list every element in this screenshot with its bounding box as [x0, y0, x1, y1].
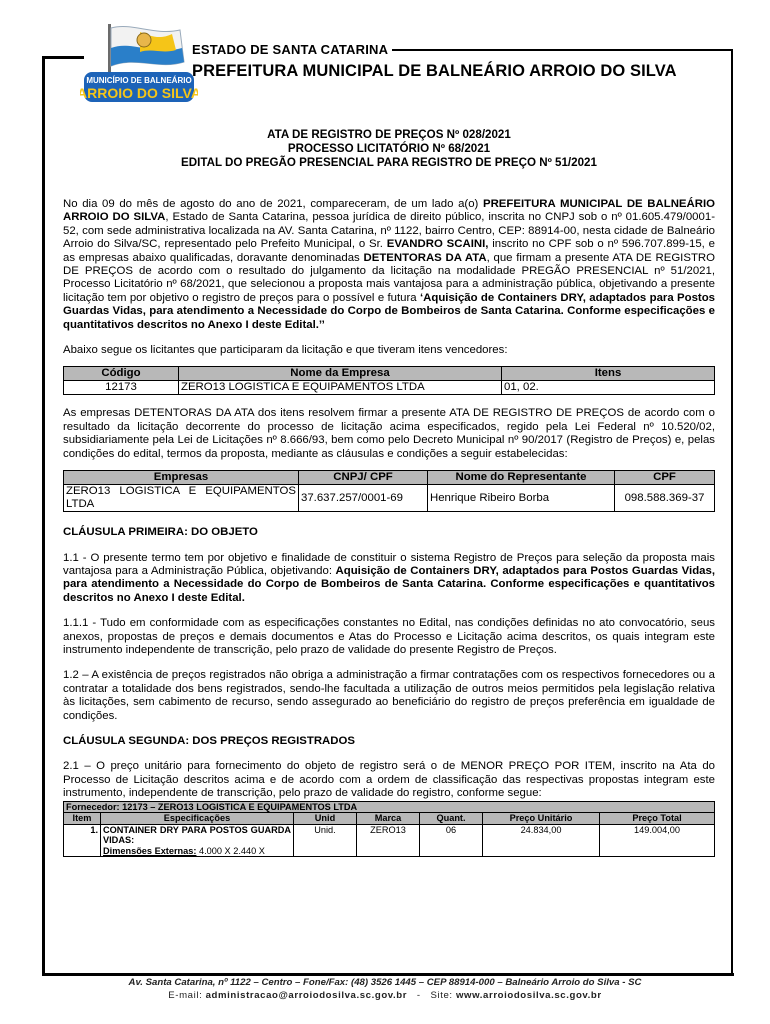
logo-text-bottom: ARROIO DO SILVA — [80, 85, 198, 101]
winners-table — [63, 366, 715, 395]
municipality-logo — [80, 22, 198, 106]
title-edital: EDITAL DO PREGÃO PRESENCIAL PARA REGISTRO DE PREÇO Nº 51/2021 — [181, 156, 597, 169]
footer-site[interactable]: www.arroiodosilva.sc.gov.br — [455, 990, 602, 1001]
footer-contact: E-mail: administracao@arroiodosilva.sc.gov.br - Site: www.arroiodosilva.sc.gov.br — [168, 990, 602, 1001]
clause-2-1: 2.1 – O preço unitário para fornecimento do objeto de registro será o de MENOR PREÇO POR ITEM, inscrito na Ata do Processo de Licitação descritos acima e de acordo com a ordem de classificação das respectivas propostas integram este instrumento, independente de transcrição, pelo prazo de validade do registro, conforme segue: — [63, 760, 715, 800]
document-body — [63, 128, 715, 857]
col-cpf: CPF — [615, 471, 715, 485]
frame-bottom-line — [42, 973, 734, 976]
intro-paragraph: No dia 09 do mês de agosto do ano de 2021, compareceram, de um lado a(o) PREFEITURA MUNICIPAL DE BALNEÁRIO ARROIO DO SILVA, Estado de Santa Catarina, pessoa jurídica de direito público, inscrita no CNPJ sob o nº 01.605.479/0001-52, com sede administrativa localizada na AV. Santa Catarina, nº 1122, bairro Centro, CEP: 88914-00, nesta cidade de Balneário Arroio do Silva/SC, representado pelo Prefeito Municipal, o Sr. EVANDRO SCAINI, inscrito no CPF sob o nº 596.707.899-15, e as empresas abaixo qualificadas, doravante denominadas DETENTORAS DA ATA, que firmam a presente ATA DE REGISTRO DE PREÇOS de acordo com o resultado do julgamento da licitação na modalidade PREGÃO PRESENCIAL nº 51/2021, Processo Licitatório nº 68/2021, que selecionou a proposta mais vantajosa para a administração pública, objetivando a presente licitação tem por objetivo o registro de preços para o possível e futura ‘Aquisição de Containers DRY, adaptados para Postos Guardas Vidas, para atendimento a Necessidade do Corpo de Bombeiros de Santa Catarina. Conforme especificações e quantitativos descritos no Anexo I deste Edital.’’ — [63, 198, 716, 331]
state-name: ESTADO DE SANTA CATARINA — [192, 42, 389, 57]
title-processo: PROCESSO LICITATÓRIO Nº 68/2021 — [287, 142, 491, 155]
col-itens: Itens — [502, 367, 715, 381]
col-unid: Unid — [294, 813, 357, 825]
col-preco-total: Preço Total — [600, 813, 715, 825]
companies-table — [63, 470, 715, 512]
holders-paragraph: As empresas DETENTORAS DA ATA dos itens resolvem firmar a presente ATA DE REGISTRO DE PREÇOS de acordo com o resultado da licitação decorrente do processo de licitação acima especificados, regido pela Lei Federal nº 10.520/02, subsidiariamente pela Lei de Licitações nº 8.666/93, bem como pelo Decreto Municipal nº 90/2017 (Registro de Preços) e, pelas condições do edital, termos da proposta, mediante as cláusulas e condições a seguir estabelecidas: — [63, 407, 715, 460]
frame-top-left-line — [42, 56, 84, 59]
table-row: 12173 ZERO13 LOGISTICA E EQUIPAMENTOS LTDA 01, 02. — [64, 381, 715, 395]
clause-1-2: 1.2 – A existência de preços registrados não obriga a administração a firmar contratações com os respectivos fornecedores ou a contratar a totalidade dos bens registrados, sendo-lhe facultada a utilização de outros meios permitidos pela legislação relativa às licitações, sem cabimento de recurso, sendo assegurado ao beneficiário do registro de preços preferência em igualdade de condições. — [63, 669, 715, 722]
supplier-row: Fornecedor: 12173 – ZERO13 LOGISTICA E EQUIPAMENTOS LTDA — [64, 801, 715, 813]
footer-address: Av. Santa Catarina, nº 1122 – Centro – Fone/Fax: (48) 3526 1445 – CEP 88914-000 – Balneário Arroio do Silva - SC — [128, 977, 642, 988]
col-item: Item — [64, 813, 101, 825]
logo-text-top: MUNICÍPIO DE BALNEÁRIO — [86, 76, 192, 85]
col-quant: Quant. — [420, 813, 483, 825]
price-table — [63, 801, 715, 858]
col-nome-empresa: Nome da Empresa — [179, 367, 502, 381]
header-rule — [392, 49, 732, 51]
col-empresas: Empresas — [64, 471, 299, 485]
frame-left-line — [42, 56, 45, 974]
col-especificacoes: Especificações — [101, 813, 294, 825]
clause-1-title: CLÁUSULA PRIMEIRA: DO OBJETO — [63, 526, 258, 539]
table-row: ZERO13 LOGISTICA E EQUIPAMENTOS LTDA 37.637.257/0001-69 Henrique Ribeiro Borba 098.588.369-37 — [64, 485, 715, 512]
col-marca: Marca — [357, 813, 420, 825]
frame-right-line — [731, 49, 733, 975]
col-codigo: Código — [64, 367, 179, 381]
clause-1-1: 1.1 - O presente termo tem por objetivo e finalidade de constituir o sistema Registro de Preços para seleção da proposta mais vantajosa para a Administração Pública, objetivando: Aquisição de Containers DRY, adaptados para Postos Guardas Vidas, para atendimento a Necessidade do Corpo de Bombeiros de Santa Catarina. Conforme especificações e quantitativos descritos no Anexo I deste Edital. — [63, 551, 715, 604]
col-representante: Nome do Representante — [428, 471, 615, 485]
col-cnpj: CNPJ/ CPF — [299, 471, 428, 485]
title-ata: ATA DE REGISTRO DE PREÇOS Nº 028/2021 — [267, 128, 511, 141]
prefecture-name: PREFEITURA MUNICIPAL DE BALNEÁRIO ARROIO DO SILVA — [192, 62, 677, 80]
table-row: 1. CONTAINER DRY PARA POSTOS GUARDA VIDAS: Dimensões Externas: 4.000 X 2.440 X Unid. ZERO13 06 24.834,00 149.004,00 — [64, 824, 715, 857]
col-preco-unitario: Preço Unitário — [483, 813, 600, 825]
bidders-intro: Abaixo segue os licitantes que participaram da licitação e que tiveram itens vencedores: — [63, 344, 508, 357]
clause-1-1-1: 1.1.1 - Tudo em conformidade com as especificações constantes no Edital, nas condições definidas no ato convocatório, seus anexos, propostas de preços e demais documentos e Atas do Processo e Licitação acima descritos, os quais integram este instrumento independente de transcrição, pelo prazo de validade do presente Registro de Preços. — [63, 617, 715, 656]
clause-2-title: CLÁUSULA SEGUNDA: DOS PREÇOS REGISTRADOS — [63, 734, 355, 747]
document-titles — [63, 128, 715, 170]
footer-email[interactable]: administracao@arroiodosilva.sc.gov.br — [205, 990, 408, 1001]
